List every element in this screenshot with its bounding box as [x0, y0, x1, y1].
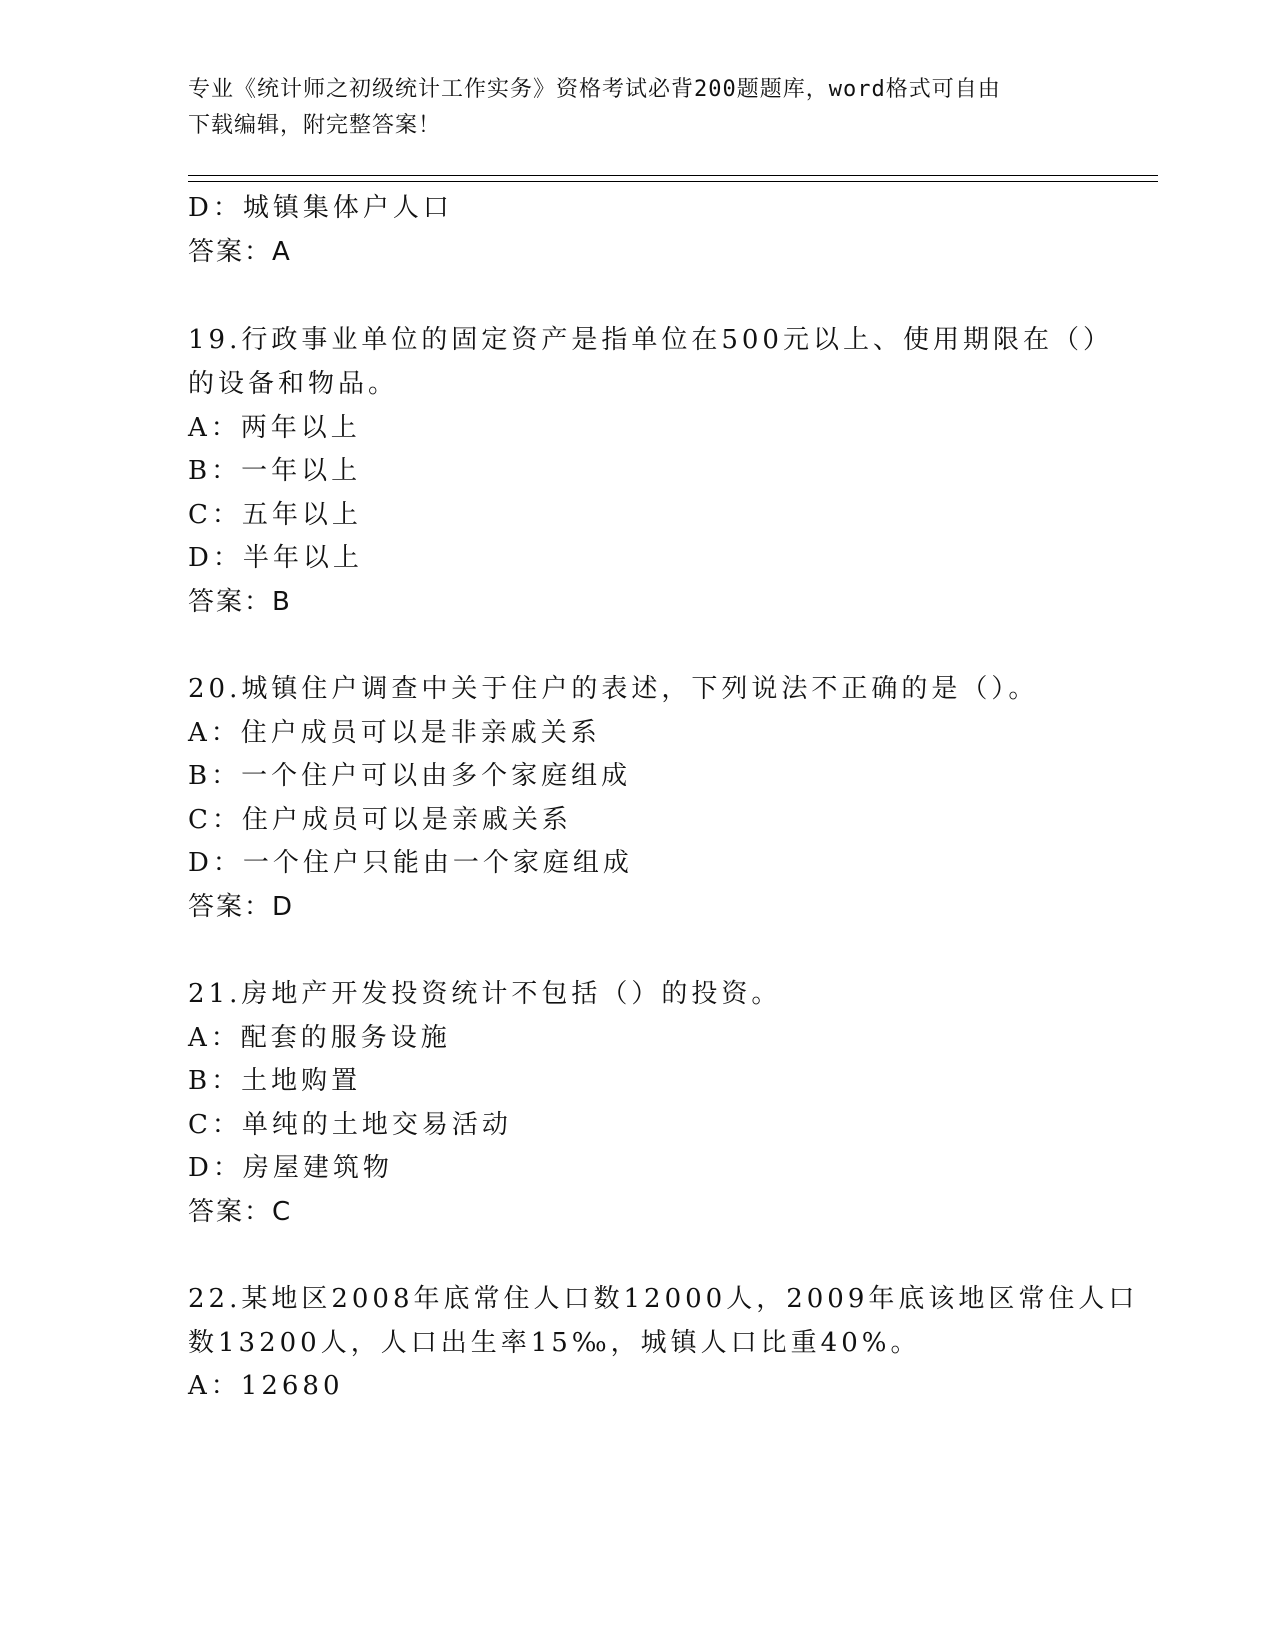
- option-line: D：房屋建筑物: [188, 1153, 393, 1183]
- answer-line: 答案：B: [188, 587, 292, 617]
- header-line-1: 专业《统计师之初级统计工作实务》资格考试必背200题题库，word格式可自由: [188, 77, 1001, 102]
- option-line: A：12680: [188, 1371, 344, 1401]
- option-line: C：住户成员可以是亲戚关系: [188, 805, 572, 835]
- question-line: 数13200人，人口出生率15‰，城镇人口比重40%。: [188, 1328, 921, 1358]
- option-line: A：配套的服务设施: [188, 1023, 451, 1053]
- option-line: C：单纯的土地交易活动: [188, 1110, 512, 1140]
- header-line-2: 下载编辑，附完整答案！: [188, 113, 442, 138]
- option-line: B：一年以上: [188, 456, 362, 486]
- question-line: 的设备和物品。: [188, 369, 399, 399]
- answer-line: 答案：D: [188, 892, 295, 922]
- question-line: 19.行政事业单位的固定资产是指单位在500元以上、使用期限在（）: [188, 325, 1113, 355]
- option-line: B：一个住户可以由多个家庭组成: [188, 761, 632, 791]
- question-line: 21.房地产开发投资统计不包括（）的投资。: [188, 979, 782, 1009]
- option-line: D：一个住户只能由一个家庭组成: [188, 848, 633, 878]
- question-line: 20.城镇住户调查中关于住户的表述，下列说法不正确的是（）。: [188, 674, 1039, 704]
- document-header: [188, 72, 1068, 144]
- option-line: A：住户成员可以是非亲戚关系: [188, 718, 601, 748]
- answer-line: 答案：A: [188, 237, 292, 267]
- option-line: D：城镇集体户人口: [188, 193, 453, 223]
- option-line: B：土地购置: [188, 1066, 362, 1096]
- header-rule-bottom: [188, 181, 1158, 182]
- option-line: D：半年以上: [188, 543, 363, 573]
- question-line: 22.某地区2008年底常住人口数12000人，2009年底该地区常住人口: [188, 1284, 1139, 1314]
- option-line: C：五年以上: [188, 500, 362, 530]
- answer-line: 答案：C: [188, 1197, 293, 1227]
- header-rule-top: [188, 175, 1158, 176]
- option-line: A：两年以上: [188, 413, 361, 443]
